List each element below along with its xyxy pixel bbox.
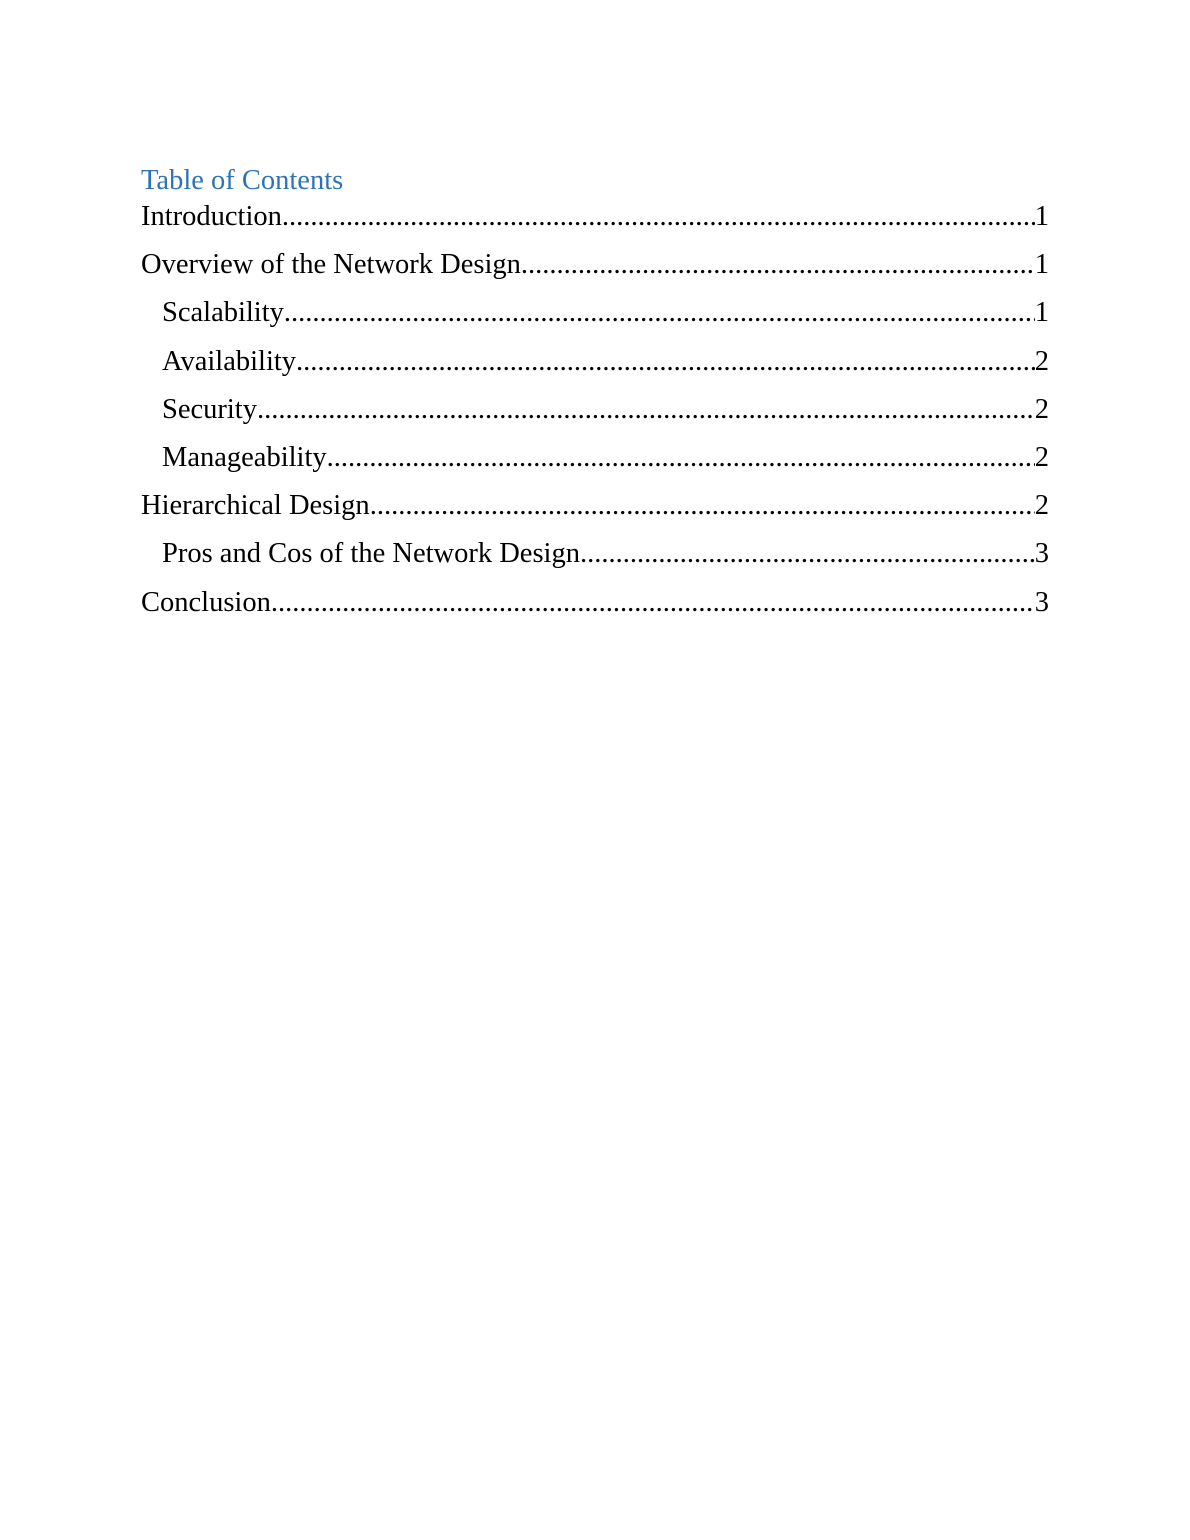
toc-dot-leader — [282, 201, 1035, 233]
toc-page-number: 3 — [1034, 586, 1049, 618]
toc-entry-list — [141, 201, 1049, 635]
toc-page-number: 2 — [1034, 441, 1049, 473]
toc-entry-conclusion[interactable] — [141, 587, 1049, 635]
toc-entry-hierarchical-design[interactable] — [141, 490, 1049, 538]
toc-page-number: 2 — [1034, 345, 1049, 377]
toc-entry-label: Availability — [162, 345, 297, 377]
toc-dot-leader — [580, 538, 1035, 570]
toc-page-number: 2 — [1034, 490, 1049, 522]
toc-entry-label: Security — [162, 393, 257, 425]
toc-entry-security[interactable] — [141, 394, 1049, 442]
toc-entry-label: Conclusion — [141, 586, 271, 618]
toc-entry-availability[interactable] — [141, 346, 1049, 394]
toc-entry-label: Hierarchical Design — [141, 490, 370, 522]
toc-page-number: 3 — [1034, 538, 1049, 570]
toc-entry-manageability[interactable] — [141, 442, 1049, 490]
toc-entry-label: Pros and Cos of the Network Design — [162, 538, 580, 570]
toc-page-number: 2 — [1034, 393, 1049, 425]
toc-entry-label: Overview of the Network Design — [141, 249, 521, 281]
toc-page-number: 1 — [1034, 201, 1049, 232]
toc-dot-leader — [370, 490, 1035, 522]
toc-dot-leader — [521, 249, 1035, 281]
toc-dot-leader — [284, 297, 1035, 329]
toc-entry-label: Introduction — [141, 201, 282, 232]
toc-page-number: 1 — [1034, 297, 1049, 329]
toc-entry-label: Scalability — [162, 297, 284, 329]
toc-heading: Table of Contents — [141, 165, 344, 196]
toc-page-number: 1 — [1034, 249, 1049, 281]
table-of-contents — [141, 163, 1049, 635]
toc-entry-label: Manageability — [162, 441, 327, 473]
toc-entry-overview-of-the-network-design[interactable] — [141, 249, 1049, 297]
toc-dot-leader — [327, 442, 1035, 474]
toc-entry-pros-and-cos-of-the-network-design[interactable] — [141, 538, 1049, 586]
toc-entry-scalability[interactable] — [141, 297, 1049, 345]
toc-entry-introduction[interactable] — [141, 201, 1049, 249]
toc-dot-leader — [257, 394, 1035, 426]
toc-dot-leader — [296, 346, 1035, 378]
toc-dot-leader — [271, 587, 1035, 619]
